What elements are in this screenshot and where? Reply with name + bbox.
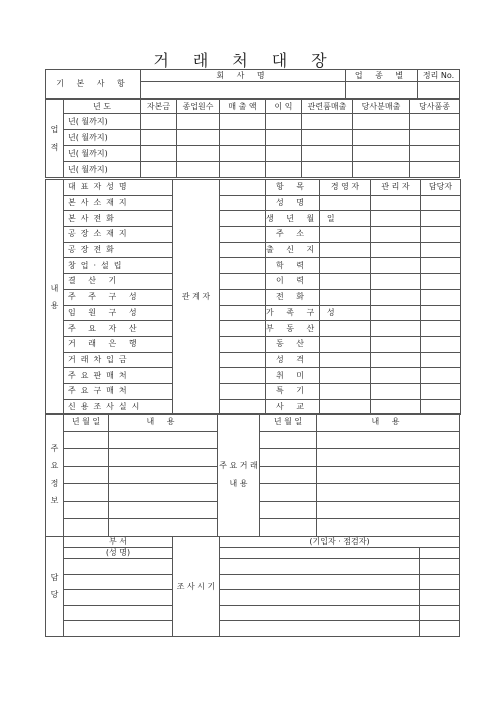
admin-cell[interactable] — [371, 336, 421, 352]
info-content-cell[interactable] — [109, 519, 218, 537]
related-item-label: 동 산 — [266, 336, 320, 352]
person-in-charge-cell[interactable] — [421, 289, 461, 305]
admin-cell[interactable] — [371, 368, 421, 384]
performance-value-cell[interactable] — [266, 114, 302, 130]
person-in-charge-cell[interactable] — [421, 305, 461, 321]
person-in-charge-cell[interactable] — [421, 383, 461, 399]
info-content-header: 내 용 — [109, 414, 218, 432]
details-item-label: 주요판매처 — [64, 368, 173, 384]
manager-cell[interactable] — [320, 321, 371, 337]
info-content-cell[interactable] — [109, 466, 218, 484]
charge-label: 담 당 — [46, 537, 64, 637]
related-item-label: 특 기 — [266, 383, 320, 399]
performance-value-cell[interactable] — [220, 162, 266, 178]
person-in-charge-cell[interactable] — [421, 352, 461, 368]
related-person-label: 관 계 자 — [173, 180, 220, 415]
manager-cell[interactable] — [320, 336, 371, 352]
admin-cell[interactable] — [371, 321, 421, 337]
manager-cell[interactable] — [320, 352, 371, 368]
info-date-cell[interactable] — [64, 449, 109, 467]
info-content-cell[interactable] — [109, 449, 218, 467]
survey-cell[interactable] — [420, 548, 460, 559]
serial-no-header: 정리 No. — [418, 70, 460, 82]
person-in-charge-cell[interactable] — [421, 321, 461, 337]
performance-value-cell[interactable] — [141, 114, 177, 130]
related-item-label: 성 명 — [266, 195, 320, 211]
info-date-cell[interactable] — [64, 484, 109, 502]
details-value-cell[interactable] — [220, 352, 266, 368]
performance-value-cell[interactable] — [177, 162, 220, 178]
manager-cell[interactable] — [320, 383, 371, 399]
performance-header: 당사품종 — [410, 100, 460, 114]
person-in-charge-cell[interactable] — [421, 195, 461, 211]
details-label: 내 용 — [46, 180, 64, 415]
survey-cell[interactable] — [220, 548, 420, 559]
performance-value-cell[interactable] — [302, 162, 353, 178]
related-item-label: 사 교 — [266, 399, 320, 415]
details-item-label: 주요구매처 — [64, 383, 173, 399]
deal-date-cell[interactable] — [260, 501, 317, 519]
document-title: 거래처대장 — [153, 51, 351, 70]
related-item-label: 출 신 지 — [266, 242, 320, 258]
performance-header: 이 익 — [266, 100, 302, 114]
info-date-cell[interactable] — [64, 466, 109, 484]
performance-table — [45, 99, 460, 178]
performance-value-cell[interactable] — [353, 130, 410, 146]
department-header: 부 서 — [64, 537, 173, 548]
manager-cell[interactable] — [320, 368, 371, 384]
details-item-label: 본사전화 — [64, 211, 173, 227]
details-item-label: 대표자성명 — [64, 180, 173, 196]
company-name-header: 회 사 명 — [141, 70, 346, 82]
performance-value-cell[interactable] — [302, 130, 353, 146]
survey-cell[interactable] — [420, 621, 460, 637]
department-cell[interactable] — [64, 590, 173, 606]
performance-header: 년 도 — [64, 100, 141, 114]
department-cell[interactable] — [64, 621, 173, 637]
related-item-label: 생 년 월 일 — [266, 211, 320, 227]
details-value-cell[interactable] — [220, 180, 266, 196]
details-item-label: 결 산 기 — [64, 274, 173, 290]
performance-value-cell[interactable] — [220, 146, 266, 162]
info-date-cell[interactable] — [64, 431, 109, 449]
performance-value-cell[interactable] — [177, 130, 220, 146]
survey-cell[interactable] — [220, 621, 420, 637]
admin-cell[interactable] — [371, 305, 421, 321]
performance-value-cell[interactable] — [141, 162, 177, 178]
serial-no-field[interactable] — [418, 82, 460, 99]
survey-period-label: 조 사 시 기 — [173, 537, 220, 637]
related-item-label: 학 력 — [266, 258, 320, 274]
performance-value-cell[interactable] — [302, 146, 353, 162]
performance-value-cell[interactable] — [410, 146, 460, 162]
deal-content-cell[interactable] — [317, 519, 460, 537]
deal-date-cell[interactable] — [260, 431, 317, 449]
details-item-label: 주 주 구 성 — [64, 289, 173, 305]
manager-cell[interactable] — [320, 195, 371, 211]
details-value-cell[interactable] — [220, 211, 266, 227]
admin-cell[interactable] — [371, 195, 421, 211]
performance-value-cell[interactable] — [410, 162, 460, 178]
details-item-label: 본사소재지 — [64, 195, 173, 211]
admin-cell[interactable] — [371, 258, 421, 274]
performance-value-cell[interactable] — [353, 146, 410, 162]
details-table — [45, 179, 461, 415]
admin-header: 관 리 자 — [371, 180, 421, 196]
person-in-charge-cell[interactable] — [421, 274, 461, 290]
details-value-cell[interactable] — [220, 383, 266, 399]
related-item-label: 부 동 산 — [266, 321, 320, 337]
deal-content-cell[interactable] — [317, 449, 460, 467]
info-content-cell[interactable] — [109, 431, 218, 449]
performance-value-cell[interactable] — [302, 114, 353, 130]
person-in-charge-cell[interactable] — [421, 242, 461, 258]
details-item-label: 신용조사실시 — [64, 399, 173, 415]
details-item-label: 거래차입금 — [64, 352, 173, 368]
person-in-charge-cell[interactable] — [421, 211, 461, 227]
survey-cell[interactable] — [420, 605, 460, 621]
details-item-label: 공장전화 — [64, 242, 173, 258]
performance-year-cell: 년( 월까지) — [64, 162, 141, 178]
admin-cell[interactable] — [371, 383, 421, 399]
deal-content-header: 내 용 — [317, 414, 460, 432]
manager-header: 경 영 자 — [320, 180, 371, 196]
info-date-header: 년 월 일 — [64, 414, 109, 432]
department-cell[interactable] — [64, 574, 173, 590]
related-item-label: 주 소 — [266, 227, 320, 243]
performance-value-cell[interactable] — [220, 130, 266, 146]
person-in-charge-cell[interactable] — [421, 336, 461, 352]
performance-year-cell: 년( 월까지) — [64, 146, 141, 162]
details-item-label: 창업·설립 — [64, 258, 173, 274]
related-item-label: 가 족 구 성 — [266, 305, 320, 321]
major-info-table — [45, 413, 460, 537]
deal-date-cell[interactable] — [260, 449, 317, 467]
deal-date-cell[interactable] — [260, 466, 317, 484]
info-content-cell[interactable] — [109, 484, 218, 502]
performance-value-cell[interactable] — [353, 162, 410, 178]
person-in-charge-header: 담당자 — [421, 180, 461, 196]
related-item-label: 취 미 — [266, 368, 320, 384]
details-value-cell[interactable] — [220, 195, 266, 211]
admin-cell[interactable] — [371, 289, 421, 305]
survey-cell[interactable] — [420, 590, 460, 606]
deal-content-cell[interactable] — [317, 484, 460, 502]
manager-cell[interactable] — [320, 274, 371, 290]
deal-date-header: 년 월 일 — [260, 414, 317, 432]
manager-cell[interactable] — [320, 289, 371, 305]
related-item-label: 전 화 — [266, 289, 320, 305]
details-value-cell[interactable] — [220, 321, 266, 337]
industry-field[interactable] — [346, 82, 418, 99]
admin-cell[interactable] — [371, 242, 421, 258]
performance-value-cell[interactable] — [353, 114, 410, 130]
basic-info-table — [45, 69, 460, 99]
performance-value-cell[interactable] — [266, 130, 302, 146]
details-value-cell[interactable] — [220, 368, 266, 384]
admin-cell[interactable] — [371, 352, 421, 368]
name-header: (성 명) — [64, 548, 173, 559]
related-item-label: 성 격 — [266, 352, 320, 368]
department-cell[interactable] — [64, 605, 173, 621]
recorder-checker-header: (기입자 · 점검자) — [220, 537, 460, 548]
related-item-label: 이 력 — [266, 274, 320, 290]
details-value-cell[interactable] — [220, 274, 266, 290]
performance-year-cell: 년( 월까지) — [64, 130, 141, 146]
major-info-label: 주 요 정 보 — [46, 414, 64, 537]
deal-date-cell[interactable] — [260, 519, 317, 537]
person-in-charge-table — [45, 536, 460, 637]
details-value-cell[interactable] — [220, 336, 266, 352]
performance-value-cell[interactable] — [266, 146, 302, 162]
performance-header: 당사분매출 — [353, 100, 410, 114]
survey-cell[interactable] — [220, 574, 420, 590]
major-deals-label: 주 요 거 래 내 용 — [218, 414, 260, 537]
info-date-cell[interactable] — [64, 519, 109, 537]
performance-header: 종업원수 — [177, 100, 220, 114]
details-value-cell[interactable] — [220, 305, 266, 321]
deal-date-cell[interactable] — [260, 484, 317, 502]
survey-cell[interactable] — [420, 559, 460, 575]
performance-value-cell[interactable] — [177, 114, 220, 130]
details-value-cell[interactable] — [220, 227, 266, 243]
performance-header: 관련품매출 — [302, 100, 353, 114]
details-item-label: 거 래 은 행 — [64, 336, 173, 352]
person-in-charge-cell[interactable] — [421, 368, 461, 384]
performance-header: 자본금 — [141, 100, 177, 114]
manager-cell[interactable] — [320, 227, 371, 243]
manager-cell[interactable] — [320, 242, 371, 258]
performance-header: 매 출 액 — [220, 100, 266, 114]
performance-value-cell[interactable] — [266, 162, 302, 178]
company-name-field[interactable] — [141, 82, 346, 99]
performance-value-cell[interactable] — [410, 114, 460, 130]
performance-value-cell[interactable] — [141, 130, 177, 146]
department-cell[interactable] — [64, 559, 173, 575]
deal-content-cell[interactable] — [317, 466, 460, 484]
details-value-cell[interactable] — [220, 258, 266, 274]
basic-info-label: 기 본 사 항 — [46, 70, 141, 99]
performance-label: 업 적 — [46, 100, 64, 178]
details-item-label: 공장소재지 — [64, 227, 173, 243]
admin-cell[interactable] — [371, 227, 421, 243]
performance-value-cell[interactable] — [141, 146, 177, 162]
admin-cell[interactable] — [371, 274, 421, 290]
details-value-cell[interactable] — [220, 289, 266, 305]
survey-cell[interactable] — [220, 605, 420, 621]
performance-value-cell[interactable] — [177, 146, 220, 162]
details-item-label: 임 원 구 성 — [64, 305, 173, 321]
details-value-cell[interactable] — [220, 242, 266, 258]
industry-header: 업 종 별 — [346, 70, 418, 82]
deal-content-cell[interactable] — [317, 431, 460, 449]
info-content-cell[interactable] — [109, 501, 218, 519]
performance-value-cell[interactable] — [410, 130, 460, 146]
related-item-header: 항 목 — [266, 180, 320, 196]
info-date-cell[interactable] — [64, 501, 109, 519]
survey-cell[interactable] — [220, 590, 420, 606]
details-item-label: 주 요 자 산 — [64, 321, 173, 337]
manager-cell[interactable] — [320, 258, 371, 274]
performance-year-cell: 년( 월까지) — [64, 114, 141, 130]
survey-cell[interactable] — [420, 574, 460, 590]
person-in-charge-cell[interactable] — [421, 227, 461, 243]
deal-content-cell[interactable] — [317, 501, 460, 519]
person-in-charge-cell[interactable] — [421, 258, 461, 274]
performance-value-cell[interactable] — [220, 114, 266, 130]
admin-cell[interactable] — [371, 211, 421, 227]
survey-cell[interactable] — [220, 559, 420, 575]
